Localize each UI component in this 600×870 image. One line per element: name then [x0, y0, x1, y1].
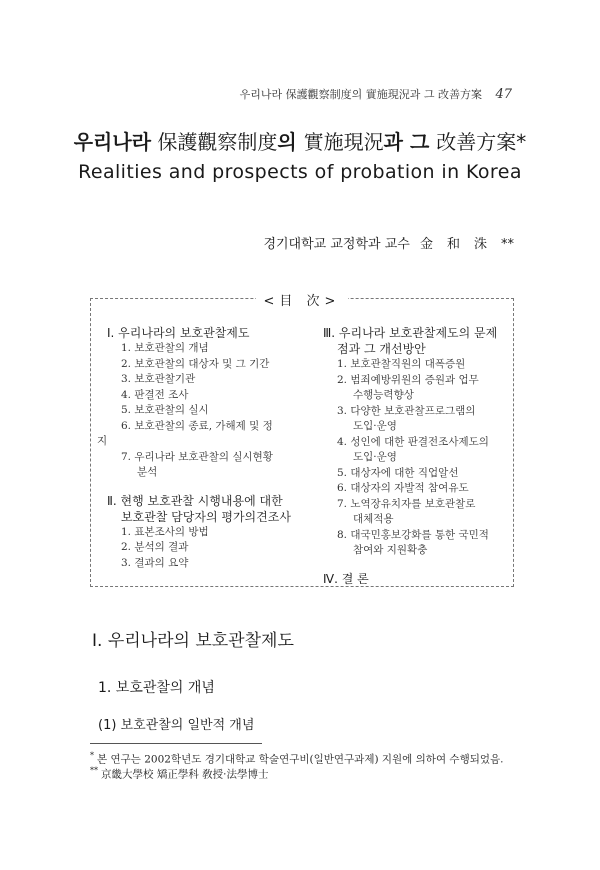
footnote-text: 京畿大學校 矯正學科 敎授·法學博士	[101, 768, 269, 781]
author-line	[263, 233, 514, 252]
title-part-2: 保護觀察制度	[151, 130, 278, 154]
toc-section-title	[313, 325, 509, 357]
toc-section-items	[97, 341, 297, 481]
toc-item: 2. 범죄예방위원의 증원과 업무	[337, 373, 479, 386]
title-part-4: 實施現況	[303, 130, 384, 154]
toc-item: 4. 성인에 대한 판결전조사제도의	[337, 435, 489, 448]
running-header	[240, 86, 512, 102]
toc-item: 1. 보호관찰직원의 대폭증원	[337, 358, 466, 370]
toc-left-column	[97, 325, 297, 571]
toc-item	[97, 434, 297, 450]
subsubsection-heading: (1) 보호관찰의 일반적 개념	[98, 718, 255, 733]
toc-item: 3. 다양한 보호관찰프로그램의	[337, 404, 476, 417]
page-number: 47	[495, 87, 512, 102]
toc-item: 5. 대상자에 대한 직업알선	[337, 466, 459, 479]
toc-section-title: Ⅰ. 우리나라의 보호관찰제도	[107, 326, 250, 340]
toc-item	[313, 388, 509, 404]
title-part-3: 의	[277, 130, 304, 154]
toc-section-items	[313, 357, 509, 559]
section-heading: Ⅰ. 우리나라의 보호관찰제도	[92, 631, 294, 651]
toc-item: 1. 보호관찰의 개념	[121, 342, 209, 354]
title-part-6: 改善方案	[436, 130, 517, 154]
paper-title	[0, 126, 600, 155]
footnote-mark: *	[90, 751, 94, 760]
toc-item-continuation: 지	[97, 435, 108, 447]
toc-section-title-cont: 점과 그 개선방안	[337, 342, 426, 356]
toc-section-items	[97, 525, 297, 572]
author-name: 金和洙	[419, 237, 501, 252]
toc-item: 2. 분석의 결과	[121, 541, 189, 553]
toc-heading-text: <目 次>	[256, 294, 349, 309]
toc-item	[313, 450, 509, 466]
toc-item	[97, 465, 297, 481]
toc-item: 4. 판결전 조사	[121, 388, 189, 401]
toc-item	[313, 543, 509, 559]
toc-right-column	[313, 325, 509, 587]
toc-item: 7. 우리나라 보호관찰의 실시현황	[121, 450, 273, 463]
toc-item: 1. 표본조사의 방법	[121, 525, 209, 538]
toc-item-continuation: 참여와 지원확충	[353, 544, 428, 556]
toc-section-title: Ⅳ. 결 론	[323, 571, 369, 586]
toc-section-title-line: Ⅲ. 우리나라 보호관찰제도의 문제	[323, 326, 498, 340]
table-of-contents	[90, 294, 514, 587]
toc-item: 3. 결과의 요약	[121, 556, 189, 569]
author-affiliation: 경기대학교 교정학과 교수	[263, 237, 410, 252]
toc-item: 6. 보호관찰의 종료, 가해제 및 정	[121, 419, 273, 432]
toc-item-continuation: 도입·운영	[353, 420, 397, 432]
toc-item-continuation: 분석	[137, 466, 158, 478]
toc-section-title-line: Ⅱ. 현행 보호관찰 시행내용에 대한	[107, 493, 283, 508]
running-header-title: 우리나라 保護觀察制度의 實施現況과 그 改善方案	[239, 88, 482, 101]
english-title: Realities and prospects of probation in Korea	[78, 161, 522, 183]
toc-item: 2. 보호관찰의 대상자 및 그 기간	[121, 357, 270, 370]
toc-item: 3. 보호관찰기관	[121, 373, 196, 385]
toc-heading	[91, 290, 513, 309]
footnote-mark: **	[90, 766, 98, 775]
title-part-1: 우리나라	[73, 130, 152, 154]
subsection-heading: 1. 보호관찰의 개념	[98, 680, 215, 696]
toc-item-continuation: 대체적용	[353, 513, 394, 525]
title-footnote-mark: *	[516, 130, 527, 154]
author-footnote-mark: **	[501, 237, 514, 252]
toc-item: 7. 노역장유치자를 보호관찰로	[337, 497, 476, 510]
footnote-text: 본 연구는 2002학년도 경기대학교 학술연구비(일반연구과제) 지원에 의하여 수행되었음.	[97, 753, 504, 766]
toc-item: 6. 대상자의 자발적 참여유도	[337, 482, 469, 494]
toc-item-continuation: 도입·운영	[353, 451, 397, 463]
footnote	[90, 766, 269, 782]
toc-item: 5. 보호관찰의 실시	[121, 404, 209, 416]
toc-item	[313, 419, 509, 435]
toc-item: 8. 대국민홍보강화를 통한 국민적	[337, 528, 489, 541]
toc-section-title	[97, 493, 297, 525]
title-part-5: 과 그	[383, 130, 437, 154]
toc-item-continuation: 수행능력향상	[353, 389, 414, 401]
footnote	[90, 751, 503, 767]
footnote-rule	[90, 743, 262, 744]
toc-item	[313, 512, 509, 528]
toc-section-title-cont: 보호관찰 담당자의 평가의견조사	[121, 509, 291, 524]
